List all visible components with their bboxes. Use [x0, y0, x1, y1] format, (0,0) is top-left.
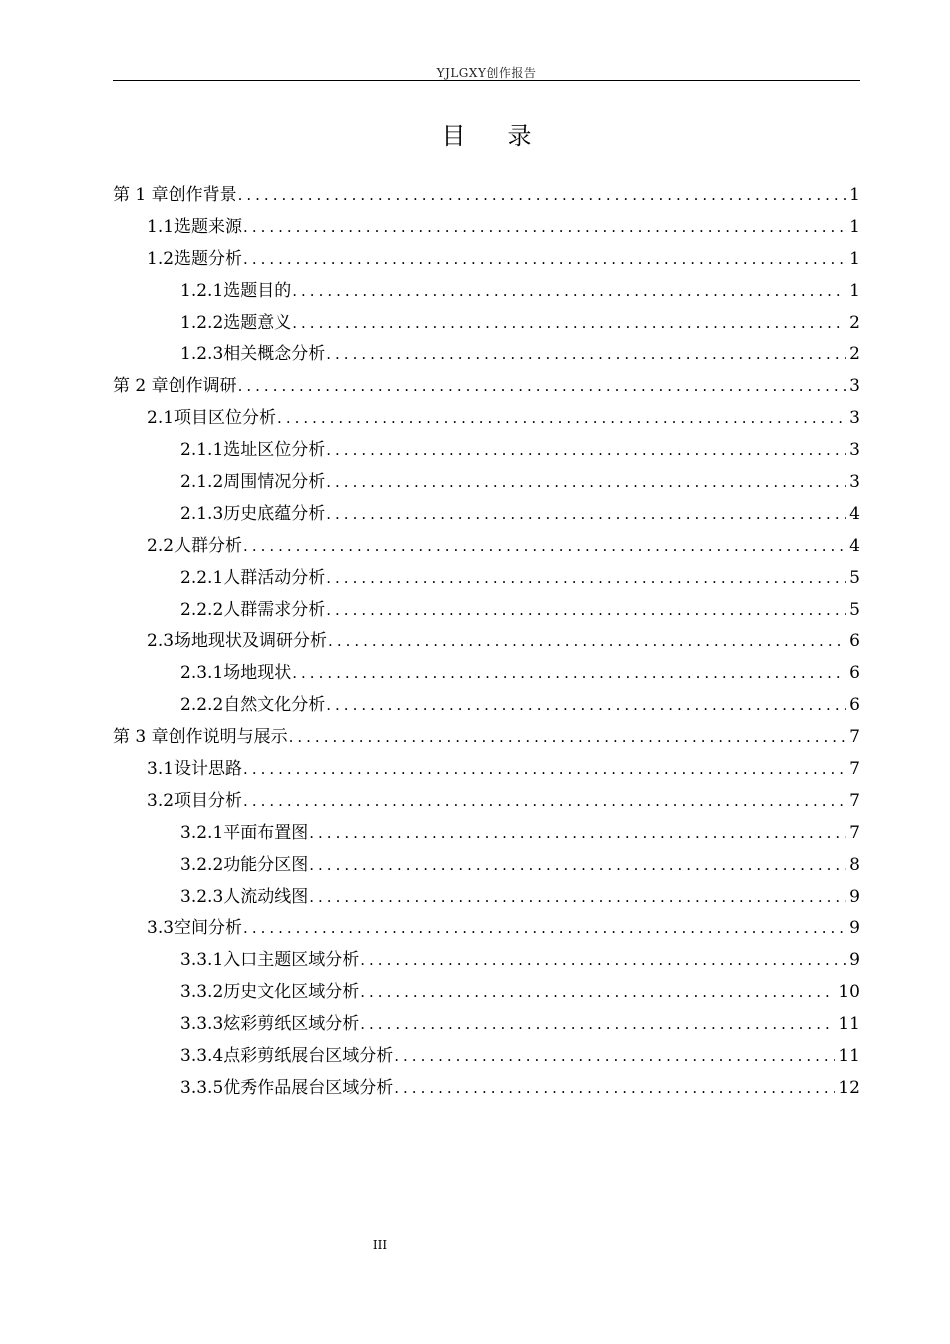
toc-entry-page: 1 — [849, 216, 860, 237]
toc-entry-page: 3 — [849, 472, 860, 493]
page-header: YJLGXY创作报告 — [436, 66, 537, 80]
toc-entry-number: 3.3.1 — [180, 950, 224, 971]
page-number: III — [372, 1238, 388, 1252]
toc-entry-title: 人群活动分析 — [223, 567, 326, 588]
toc-entry[interactable] — [113, 690, 860, 722]
toc-entry[interactable] — [113, 1073, 860, 1105]
toc-entry-number: 2.1.1 — [180, 440, 224, 461]
toc-leader-dots — [309, 818, 846, 850]
toc-leader-dots — [326, 690, 846, 722]
toc-entry-page: 1 — [849, 185, 860, 205]
toc-entry-number: 第 3 章 — [113, 727, 169, 748]
toc-entry-title: 人流动线图 — [223, 886, 309, 907]
toc-entry-title: 平面布置图 — [223, 822, 309, 843]
toc-entry[interactable] — [113, 467, 860, 499]
toc-entry[interactable] — [113, 339, 860, 371]
toc-entry-title: 人群需求分析 — [223, 599, 326, 620]
toc-entry-page: 3 — [849, 376, 860, 397]
toc-leader-dots — [243, 754, 846, 786]
toc-entry-title: 场地现状 — [223, 663, 292, 684]
toc-entry-number: 第 2 章 — [113, 376, 169, 397]
toc-entry-title: 自然文化分析 — [223, 695, 326, 716]
toc-title — [113, 116, 860, 151]
toc-entry-number: 3.1 — [147, 759, 175, 780]
toc-leader-dots — [326, 467, 846, 499]
toc-leader-dots — [243, 913, 846, 945]
toc-entry[interactable] — [113, 244, 860, 276]
toc-entry-page: 10 — [838, 982, 860, 1003]
toc-entry-number: 2.2 — [147, 535, 175, 556]
toc-entry-number: 1.2.3 — [180, 344, 224, 365]
toc-leader-dots — [292, 308, 846, 340]
toc-entry-title: 入口主题区域分析 — [223, 950, 360, 971]
toc-leader-dots — [292, 276, 846, 308]
toc-entry[interactable] — [113, 212, 860, 244]
toc-leader-dots — [243, 531, 846, 563]
toc-entry-title: 功能分区图 — [223, 854, 309, 875]
toc-entry[interactable] — [113, 786, 860, 818]
toc-entry-number: 3.3.2 — [180, 982, 224, 1003]
toc-entry[interactable] — [113, 499, 860, 531]
toc-entry-number: 第 1 章 — [113, 185, 169, 205]
toc-entry-page: 11 — [838, 1046, 860, 1067]
toc-entry-page: 3 — [849, 408, 860, 429]
header-rule — [113, 80, 860, 81]
toc-leader-dots — [360, 945, 846, 977]
toc-entry-title: 空间分析 — [174, 918, 243, 939]
toc-entry-page: 5 — [849, 599, 860, 620]
toc-entry[interactable] — [113, 276, 860, 308]
toc-title-char-1: 目 — [441, 122, 466, 150]
toc-entry-page: 9 — [849, 918, 860, 939]
toc-entry-title: 设计思路 — [174, 759, 243, 780]
toc-entry-number: 1.1 — [147, 216, 175, 237]
toc-leader-dots — [243, 212, 846, 244]
toc-entry-title: 历史底蕴分析 — [223, 503, 326, 524]
toc-entry-number: 2.1.2 — [180, 472, 224, 493]
toc-entry[interactable] — [113, 180, 860, 212]
toc-entry[interactable] — [113, 945, 860, 977]
toc-entry-page: 3 — [849, 440, 860, 461]
toc-entry-page: 7 — [849, 759, 860, 780]
toc-entry-title: 选题分析 — [174, 248, 243, 269]
toc-entry-title: 点彩剪纸展台区域分析 — [223, 1046, 394, 1067]
toc-entry-page: 6 — [849, 695, 860, 716]
toc-entry[interactable] — [113, 658, 860, 690]
toc-entry-page: 8 — [849, 854, 860, 875]
toc-entry-number: 2.2.2 — [180, 599, 224, 620]
toc-entry[interactable] — [113, 818, 860, 850]
toc-entry-number: 2.1.3 — [180, 503, 224, 524]
toc-leader-dots — [360, 977, 835, 1009]
toc-entry[interactable] — [113, 308, 860, 340]
toc-leader-dots — [326, 339, 846, 371]
toc-entry[interactable] — [113, 1009, 860, 1041]
toc-entry-title: 相关概念分析 — [223, 344, 326, 365]
toc-entry-page: 7 — [849, 727, 860, 748]
toc-entry-page: 11 — [838, 1014, 860, 1035]
toc-leader-dots — [326, 499, 846, 531]
toc-entry-page: 6 — [849, 631, 860, 652]
toc-entry-title: 选址区位分析 — [223, 440, 326, 461]
toc-leader-dots — [292, 658, 846, 690]
toc-entry[interactable] — [113, 977, 860, 1009]
toc-entry-page: 1 — [849, 248, 860, 269]
toc-entry-title: 选题目的 — [223, 280, 292, 301]
toc-entry-title: 创作背景 — [168, 185, 237, 205]
toc-entry-page: 9 — [849, 950, 860, 971]
toc-entry-page: 9 — [849, 886, 860, 907]
toc-entry[interactable] — [113, 850, 860, 882]
toc-leader-dots — [328, 626, 846, 658]
toc-entry-number: 1.2.1 — [180, 280, 224, 301]
toc-leader-dots — [326, 595, 846, 627]
toc-entry-page: 4 — [849, 535, 860, 556]
toc-leader-dots — [277, 403, 846, 435]
toc-entry-title: 选题意义 — [223, 312, 292, 333]
toc-entry-number: 1.2 — [147, 248, 175, 269]
toc-entry[interactable] — [113, 595, 860, 627]
toc-title-char-2: 录 — [507, 122, 532, 150]
toc-entry-title: 炫彩剪纸区域分析 — [223, 1014, 360, 1035]
toc-entry[interactable] — [113, 626, 860, 658]
toc-entry-title: 周围情况分析 — [223, 472, 326, 493]
toc-entry-title: 历史文化区域分析 — [223, 982, 360, 1003]
toc-entry-page: 1 — [849, 280, 860, 301]
toc-entry-page: 7 — [849, 822, 860, 843]
toc-entry-number: 2.1 — [147, 408, 175, 429]
toc-entry-number: 1.2.2 — [180, 312, 224, 333]
table-of-contents — [113, 180, 860, 1105]
toc-entry[interactable] — [113, 531, 860, 563]
toc-entry-page: 2 — [849, 344, 860, 365]
toc-leader-dots — [394, 1041, 835, 1073]
toc-entry[interactable] — [113, 1041, 860, 1073]
toc-entry[interactable] — [113, 913, 860, 945]
toc-entry-page: 2 — [849, 312, 860, 333]
toc-entry-number: 2.2.2 — [180, 695, 224, 716]
toc-leader-dots — [238, 180, 847, 212]
toc-entry-title: 选题来源 — [174, 216, 243, 237]
toc-leader-dots — [243, 786, 846, 818]
toc-leader-dots — [289, 722, 847, 754]
toc-entry-number: 2.3.1 — [180, 663, 224, 684]
toc-entry[interactable] — [113, 563, 860, 595]
toc-entry-title: 创作调研 — [168, 376, 237, 397]
toc-entry[interactable] — [113, 754, 860, 786]
toc-entry-title: 项目区位分析 — [174, 408, 277, 429]
toc-entry-number: 3.2.1 — [180, 822, 224, 843]
toc-entry-title: 人群分析 — [174, 535, 243, 556]
toc-entry[interactable] — [113, 403, 860, 435]
toc-entry-page: 4 — [849, 503, 860, 524]
toc-entry-title: 创作说明与展示 — [168, 727, 288, 748]
toc-entry-page: 7 — [849, 790, 860, 811]
toc-entry-title: 项目分析 — [174, 790, 243, 811]
toc-entry-title: 优秀作品展台区域分析 — [223, 1077, 394, 1098]
toc-entry-number: 3.3 — [147, 918, 175, 939]
toc-entry-number: 3.2 — [147, 790, 175, 811]
toc-entry-title: 场地现状及调研分析 — [174, 631, 328, 652]
toc-entry[interactable] — [113, 371, 860, 403]
toc-leader-dots — [309, 850, 846, 882]
toc-entry-number: 3.2.3 — [180, 886, 224, 907]
toc-leader-dots — [238, 371, 847, 403]
toc-entry-page: 6 — [849, 663, 860, 684]
toc-leader-dots — [309, 882, 846, 914]
toc-leader-dots — [360, 1009, 835, 1041]
toc-entry-page: 12 — [838, 1077, 860, 1098]
toc-leader-dots — [326, 435, 846, 467]
toc-entry-number: 2.2.1 — [180, 567, 224, 588]
toc-entry[interactable] — [113, 435, 860, 467]
toc-entry-page: 5 — [849, 567, 860, 588]
toc-leader-dots — [326, 563, 846, 595]
toc-entry-number: 3.2.2 — [180, 854, 224, 875]
toc-entry-number: 2.3 — [147, 631, 175, 652]
toc-entry-number: 3.3.5 — [180, 1077, 224, 1098]
toc-entry[interactable] — [113, 722, 860, 754]
toc-entry-number: 3.3.4 — [180, 1046, 224, 1067]
toc-leader-dots — [394, 1073, 835, 1105]
toc-entry[interactable] — [113, 882, 860, 914]
toc-entry-number: 3.3.3 — [180, 1014, 224, 1035]
toc-leader-dots — [243, 244, 846, 276]
